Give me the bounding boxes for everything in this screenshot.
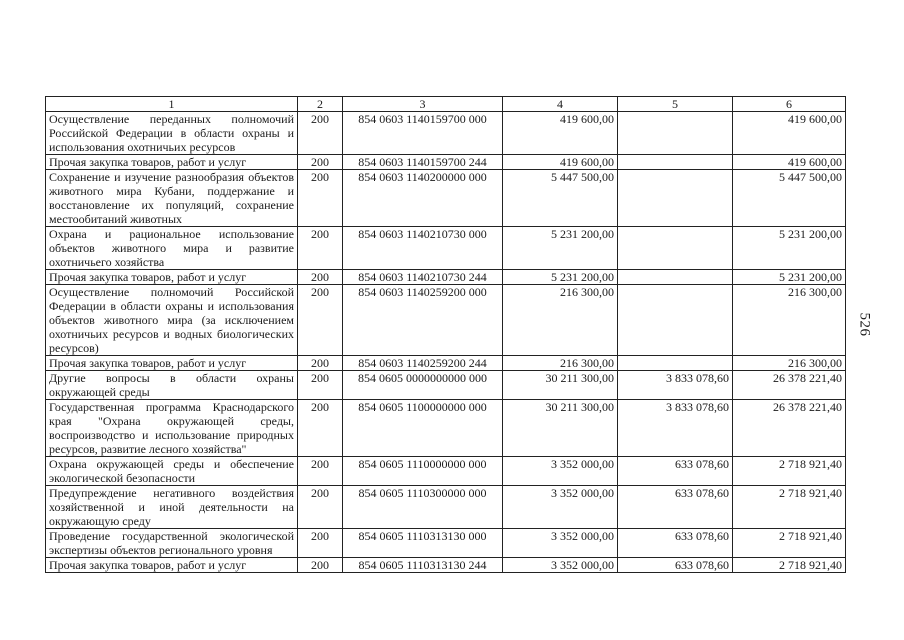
row-budget-code-cell: 854 0605 1100000000 000 xyxy=(343,400,503,457)
row-amount-col6-cell: 5 231 200,00 xyxy=(733,227,846,270)
row-amount-col4-cell: 3 352 000,00 xyxy=(503,486,618,529)
row-budget-code-cell: 854 0603 1140210730 000 xyxy=(343,227,503,270)
row-amount-col5-cell: 633 078,60 xyxy=(618,558,733,573)
row-amount-col6-cell: 2 718 921,40 xyxy=(733,486,846,529)
row-admin-code-cell: 200 xyxy=(298,155,343,170)
row-budget-code-cell: 854 0603 1140259200 000 xyxy=(343,285,503,356)
row-amount-col5-cell xyxy=(618,112,733,155)
row-amount-col5-cell xyxy=(618,285,733,356)
row-name-cell: Прочая закупка товаров, работ и услуг xyxy=(46,270,298,285)
row-budget-code-cell: 854 0603 1140159700 244 xyxy=(343,155,503,170)
header-col-1: 1 xyxy=(46,97,298,112)
row-admin-code-cell: 200 xyxy=(298,371,343,400)
row-budget-code-cell: 854 0605 1110313130 000 xyxy=(343,529,503,558)
row-amount-col4-cell: 3 352 000,00 xyxy=(503,457,618,486)
table-row xyxy=(46,356,846,371)
row-name-cell: Осуществление переданных полномочий Российской Федерации в области охраны и использования охотничьих ресурсов xyxy=(46,112,298,155)
row-admin-code-cell: 200 xyxy=(298,558,343,573)
header-row xyxy=(46,97,846,112)
table-row xyxy=(46,155,846,170)
row-admin-code-cell: 200 xyxy=(298,270,343,285)
table-row xyxy=(46,270,846,285)
row-budget-code-cell: 854 0603 1140159700 000 xyxy=(343,112,503,155)
row-amount-col6-cell: 5 231 200,00 xyxy=(733,270,846,285)
row-amount-col5-cell xyxy=(618,170,733,227)
row-admin-code-cell: 200 xyxy=(298,400,343,457)
table-row xyxy=(46,529,846,558)
row-name-cell: Проведение государственной экологической экспертизы объектов регионального уровня xyxy=(46,529,298,558)
table-row xyxy=(46,227,846,270)
table-row xyxy=(46,486,846,529)
row-budget-code-cell: 854 0603 1140259200 244 xyxy=(343,356,503,371)
row-amount-col4-cell: 3 352 000,00 xyxy=(503,529,618,558)
row-amount-col4-cell: 216 300,00 xyxy=(503,285,618,356)
header-col-2: 2 xyxy=(298,97,343,112)
row-amount-col6-cell: 2 718 921,40 xyxy=(733,558,846,573)
table-row xyxy=(46,112,846,155)
header-col-6: 6 xyxy=(733,97,846,112)
row-name-cell: Охрана и рациональное использование объектов животного мира и развитие охотничьего хозяйства xyxy=(46,227,298,270)
row-amount-col5-cell: 633 078,60 xyxy=(618,457,733,486)
row-name-cell: Прочая закупка товаров, работ и услуг xyxy=(46,155,298,170)
row-amount-col6-cell: 216 300,00 xyxy=(733,285,846,356)
row-amount-col5-cell: 633 078,60 xyxy=(618,529,733,558)
row-budget-code-cell: 854 0605 1110313130 244 xyxy=(343,558,503,573)
table-row xyxy=(46,558,846,573)
row-name-cell: Государственная программа Краснодарского края "Охрана окружающей среды, воспроизводство и использование природных ресурсов, развитие лесного хозяйства" xyxy=(46,400,298,457)
row-amount-col4-cell: 30 211 300,00 xyxy=(503,371,618,400)
table-row xyxy=(46,400,846,457)
budget-table xyxy=(45,96,846,573)
row-amount-col6-cell: 2 718 921,40 xyxy=(733,457,846,486)
row-admin-code-cell: 200 xyxy=(298,285,343,356)
row-amount-col5-cell: 3 833 078,60 xyxy=(618,371,733,400)
row-amount-col6-cell: 2 718 921,40 xyxy=(733,529,846,558)
row-amount-col4-cell: 3 352 000,00 xyxy=(503,558,618,573)
row-amount-col4-cell: 5 231 200,00 xyxy=(503,227,618,270)
table-row xyxy=(46,371,846,400)
row-amount-col4-cell: 216 300,00 xyxy=(503,356,618,371)
row-amount-col6-cell: 26 378 221,40 xyxy=(733,400,846,457)
header-col-4: 4 xyxy=(503,97,618,112)
row-admin-code-cell: 200 xyxy=(298,457,343,486)
row-name-cell: Предупреждение негативного воздействия хозяйственной и иной деятельности на окружающую среду xyxy=(46,486,298,529)
row-budget-code-cell: 854 0605 1110300000 000 xyxy=(343,486,503,529)
row-budget-code-cell: 854 0605 1110000000 000 xyxy=(343,457,503,486)
row-name-cell: Сохранение и изучение разнообразия объектов животного мира Кубани, поддержание и восстановление их популяций, сохранение местообитаний животных xyxy=(46,170,298,227)
row-admin-code-cell: 200 xyxy=(298,486,343,529)
budget-document xyxy=(45,96,845,573)
row-amount-col5-cell: 3 833 078,60 xyxy=(618,400,733,457)
row-admin-code-cell: 200 xyxy=(298,170,343,227)
header-col-5: 5 xyxy=(618,97,733,112)
row-admin-code-cell: 200 xyxy=(298,227,343,270)
row-name-cell: Прочая закупка товаров, работ и услуг xyxy=(46,558,298,573)
row-amount-col6-cell: 26 378 221,40 xyxy=(733,371,846,400)
row-amount-col5-cell xyxy=(618,356,733,371)
row-amount-col4-cell: 419 600,00 xyxy=(503,155,618,170)
row-name-cell: Осуществление полномочий Российской Федерации в области охраны и использования объектов животного мира (за исключением охотничьих ресурсов и водных биологических ресурсов) xyxy=(46,285,298,356)
row-name-cell: Другие вопросы в области охраны окружающей среды xyxy=(46,371,298,400)
header-col-3: 3 xyxy=(343,97,503,112)
table-row xyxy=(46,285,846,356)
row-amount-col6-cell: 216 300,00 xyxy=(733,356,846,371)
page-number: 526 xyxy=(856,312,873,337)
row-budget-code-cell: 854 0603 1140200000 000 xyxy=(343,170,503,227)
row-admin-code-cell: 200 xyxy=(298,356,343,371)
row-admin-code-cell: 200 xyxy=(298,529,343,558)
row-amount-col5-cell: 633 078,60 xyxy=(618,486,733,529)
table-row xyxy=(46,170,846,227)
row-amount-col6-cell: 419 600,00 xyxy=(733,112,846,155)
row-amount-col4-cell: 5 447 500,00 xyxy=(503,170,618,227)
table-body xyxy=(46,112,846,573)
row-budget-code-cell: 854 0603 1140210730 244 xyxy=(343,270,503,285)
row-name-cell: Охрана окружающей среды и обеспечение экологической безопасности xyxy=(46,457,298,486)
row-admin-code-cell: 200 xyxy=(298,112,343,155)
row-amount-col4-cell: 5 231 200,00 xyxy=(503,270,618,285)
row-amount-col6-cell: 419 600,00 xyxy=(733,155,846,170)
row-amount-col4-cell: 419 600,00 xyxy=(503,112,618,155)
table-row xyxy=(46,457,846,486)
row-amount-col5-cell xyxy=(618,270,733,285)
row-name-cell: Прочая закупка товаров, работ и услуг xyxy=(46,356,298,371)
row-amount-col5-cell xyxy=(618,227,733,270)
row-amount-col6-cell: 5 447 500,00 xyxy=(733,170,846,227)
row-budget-code-cell: 854 0605 0000000000 000 xyxy=(343,371,503,400)
row-amount-col5-cell xyxy=(618,155,733,170)
row-amount-col4-cell: 30 211 300,00 xyxy=(503,400,618,457)
